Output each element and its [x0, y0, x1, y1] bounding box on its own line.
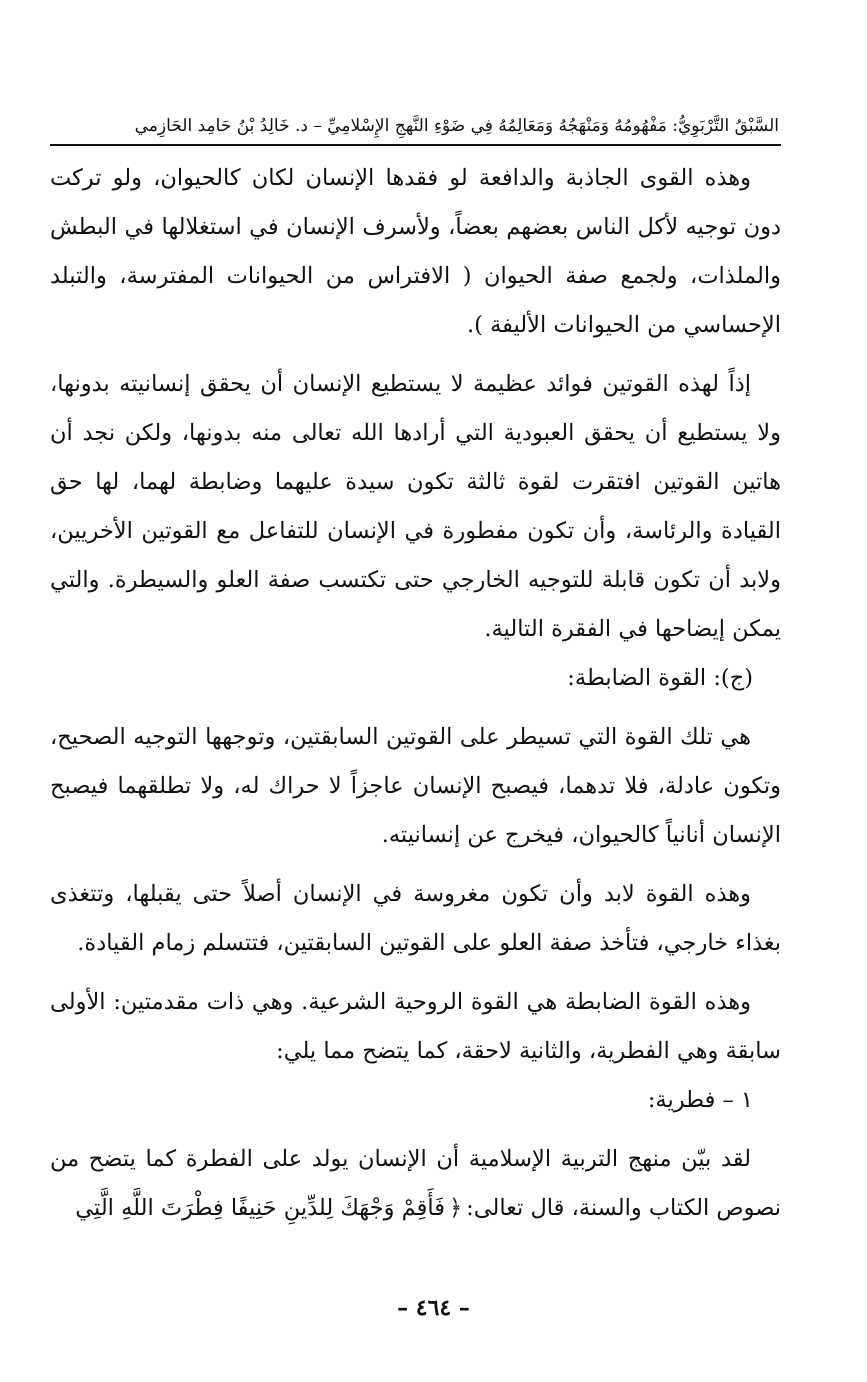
- quran-bracket-open: ﴿: [448, 1195, 463, 1221]
- quran-verse: فَأَقِمْ وَجْهَكَ لِلدِّينِ حَنِيفًا فِطْرَتَ اللَّهِ الَّتِي: [75, 1195, 445, 1221]
- paragraph-4: وهذه القوة لابد وأن تكون مغروسة في الإنسان أصلاً حتى يقبلها، وتتغذى بغذاء خارجي، فتأخذ صفة العلو على القوتين السابقتين، فتتسلم زمام القيادة.: [50, 881, 781, 956]
- paragraph-6: [50, 1135, 781, 1233]
- paragraph-1: وهذه القوى الجاذبة والدافعة لو فقدها الإنسان لكان كالحيوان، ولو تركت دون توجيه لأكل الناس بعضهم بعضاً، ولأسرف الإنسان في استغلالها في البطش والملذات، ولجمع صفة الحيوان ( الافتراس من الحيوانات المفترسة، والتبلد الإحساسي من الحيوانات الأليفة ).: [50, 165, 781, 338]
- section-heading-c: (ج): القوة الضابطة:: [567, 665, 753, 691]
- section-heading-1: ١ – فطرية:: [647, 1087, 753, 1113]
- page-number: – ٤٦٤ –: [397, 1295, 470, 1321]
- page-body: [50, 146, 781, 1233]
- running-header: السَّبْقُ التَّرْبَوِيُّ: مَفْهُومُهُ وَمَنْهَجُهُ وَمَعَالِمُهُ فِي ضَوْءِ النَّهجِ الإِسْلامِيِّ – د. خَالِدُ بْنُ حَامِد الحَازِمي: [50, 108, 781, 146]
- paragraph-5: وهذه القوة الضابطة هي القوة الروحية الشرعية. وهي ذات مقدمتين: الأولى سابقة وهي الفطرية، والثانية لاحقة، كما يتضح مما يلي:: [50, 989, 781, 1064]
- paragraph-2: إذاً لهذه القوتين فوائد عظيمة لا يستطيع الإنسان أن يحقق إنسانيته بدونها، ولا يستطيع أن يحقق العبودية التي أرادها الله تعالى منه بدونها، ولكن نجد أن هاتين القوتين افتقرت لقوة ثالثة تكون سيدة عليهما وضابطة لهما، لها حق القيادة والرئاسة، وأن تكون مفطورة في الإنسان للتفاعل مع القوتين الأخريين، ولابد أن تكون قابلة للتوجيه الخارجي حتى تكتسب صفة العلو والسيطرة. والتي يمكن إيضاحها في الفقرة التالية.: [50, 371, 781, 642]
- paragraph-3: هي تلك القوة التي تسيطر على القوتين السابقتين، وتوجهها التوجيه الصحيح، وتكون عادلة، فلا تدهما، فيصبح الإنسان عاجزاً لا حراك له، ولا تطلقهما فيصبح الإنسان أنانياً كالحيوان، فيخرج عن إنسانيته.: [50, 724, 781, 848]
- paragraph-6-text: لقد بيّن منهج التربية الإسلامية أن الإنسان يولد على الفطرة كما يتضح من نصوص الكتاب والسنة، قال تعالى:: [50, 1146, 781, 1221]
